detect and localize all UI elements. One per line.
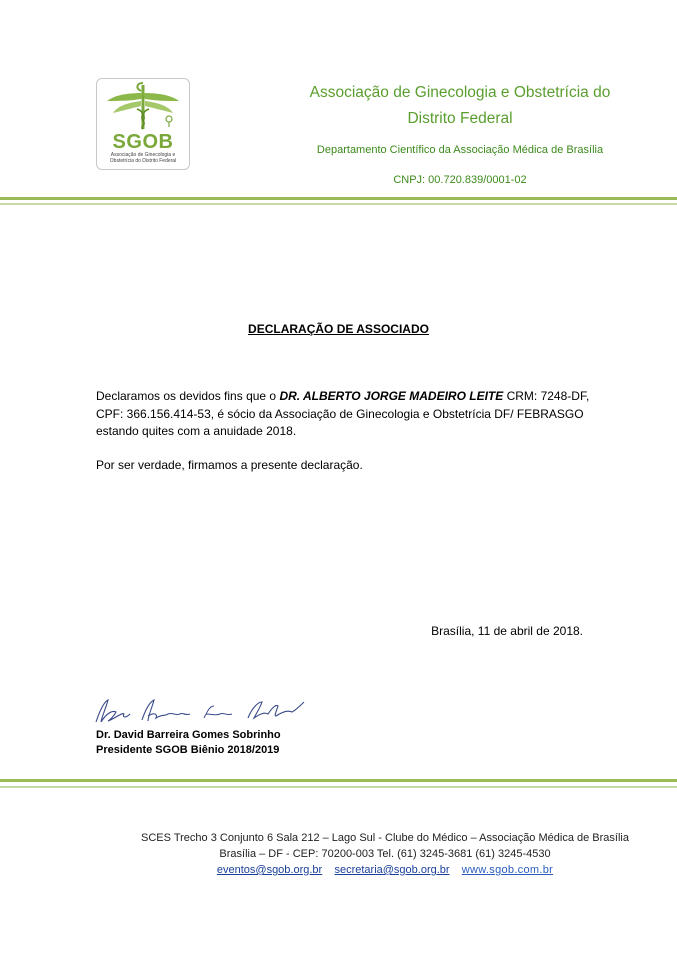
footer-contacts [120, 862, 650, 878]
footer-address-line1: SCES Trecho 3 Conjunto 6 Sala 212 – Lago Sul - Clube do Médico – Associação Médica de Brasília [141, 832, 629, 844]
header-divider [0, 197, 677, 200]
caduceus-emblem-icon [97, 79, 189, 134]
cnpj-line: CNPJ: 00.720.839/0001-02 [393, 174, 527, 186]
signer-role: Presidente SGOB Biênio 2018/2019 [96, 744, 280, 756]
logo-wordmark: SGOB [112, 131, 174, 153]
header-divider-thin [0, 203, 677, 205]
footer-address-line2: Brasília – DF - CEP: 70200-003 Tel. (61) 3245-3681 (61) 3245-4530 [219, 848, 551, 860]
sgob-logo [96, 78, 190, 170]
department-line: Departamento Científico da Associação Médica de Brasília [316, 144, 604, 156]
secretary-email-link[interactable]: secretaria@sgob.org.br [334, 864, 450, 876]
declaration-paragraph [96, 388, 596, 441]
closing-paragraph: Por ser verdade, firmamos a presente declaração. [96, 458, 363, 472]
footer-divider [0, 779, 677, 782]
organization-title-line2: Distrito Federal [407, 110, 513, 127]
events-email-link[interactable]: eventos@sgob.org.br [216, 864, 323, 876]
organization-title [270, 80, 650, 132]
logo-subtitle: Associação de Ginecologia e Obstetrícia do Distrito Federal [109, 152, 177, 164]
website-link[interactable]: www.sgob.com.br [461, 864, 554, 876]
signer-block [96, 728, 281, 758]
footer-divider-thin [0, 786, 677, 788]
declaration-prefix: Declaramos os devidos fins que o [96, 389, 280, 403]
declaration-suffix: CRM: 7248-DF, CPF: 366.156.414-53, é sócio da Associação de Ginecologia e Obstetrícia DF/ FEBRASGO estando quites com a anuidade 2018. [96, 389, 590, 438]
document-date: Brasília, 11 de abril de 2018. [431, 624, 583, 638]
organization-title-line1: Associação de Ginecologia e Obstetrícia do [309, 84, 611, 101]
signer-name: Dr. David Barreira Gomes Sobrinho [96, 729, 281, 741]
footer-address [120, 830, 650, 878]
document-title: DECLARAÇÃO DE ASSOCIADO [248, 322, 429, 336]
member-name: DR. ALBERTO JORGE MADEIRO LEITE [279, 389, 504, 403]
